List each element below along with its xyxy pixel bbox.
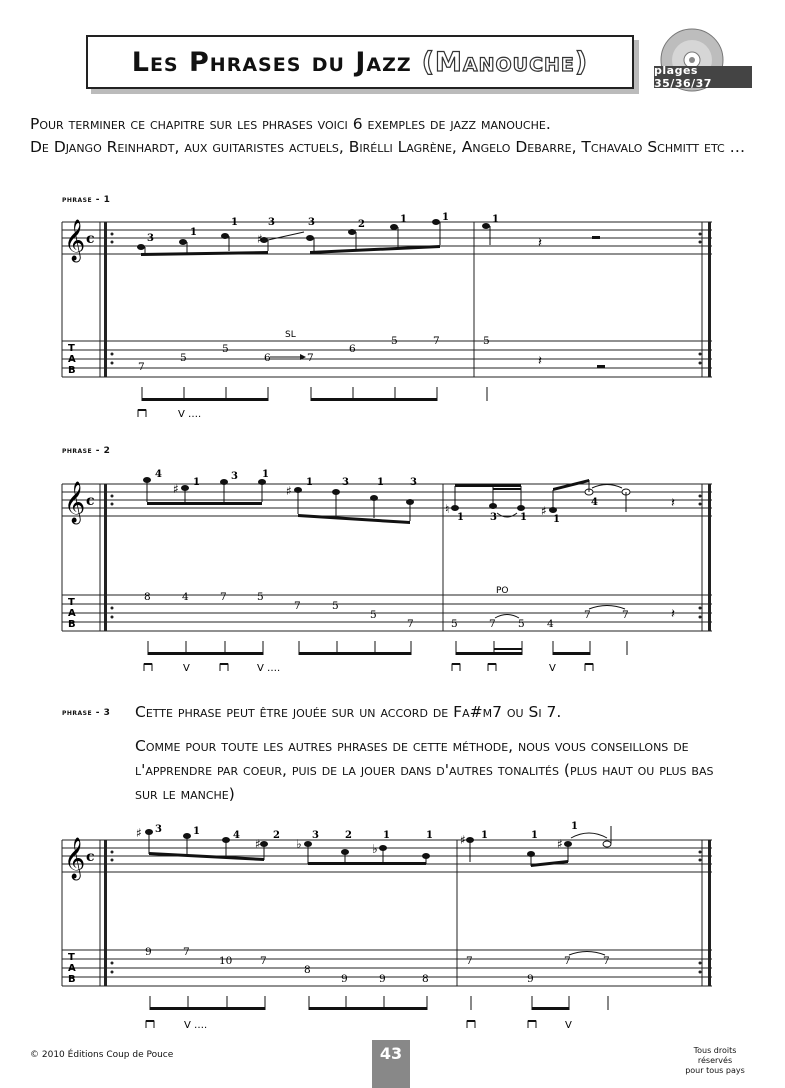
svg-text:♭: ♭ — [372, 842, 378, 856]
tab-num: 9 — [341, 973, 348, 985]
tab-num: 5 — [483, 335, 490, 347]
finger-6: 2 — [358, 219, 365, 230]
phrase-3-chord-note: Cette phrase peut être jouée sur un accord de Fa#m7 ou Si 7. — [135, 703, 562, 721]
finger: 1 — [426, 830, 433, 841]
svg-text:𝄽: 𝄽 — [538, 354, 542, 369]
tab-num: 7 — [622, 609, 629, 621]
tab-num: 7 — [564, 955, 571, 967]
tab-num: 7 — [260, 955, 267, 967]
svg-text:𝄽: 𝄽 — [671, 496, 675, 511]
tab-num: 7 — [433, 335, 440, 347]
svg-text:♮: ♮ — [445, 502, 450, 516]
svg-text:♯: ♯ — [255, 837, 261, 851]
intro-text — [30, 113, 770, 159]
tab-num: 5 — [222, 343, 229, 355]
finger: 1 — [377, 477, 384, 488]
plages-badge: plages 35/36/37 — [654, 66, 752, 88]
finger-9: 1 — [492, 214, 499, 225]
copyright: © 2010 Éditions Coup de Pouce — [30, 1050, 174, 1060]
svg-text:𝄽: 𝄽 — [671, 607, 675, 622]
tab-num: 7 — [407, 618, 414, 630]
svg-text:♯: ♯ — [173, 482, 179, 496]
tab-num: 5 — [257, 591, 264, 603]
phrase-3-label: phrase - 3 — [62, 708, 111, 718]
svg-text:c: c — [86, 231, 95, 247]
svg-text:A: A — [68, 608, 76, 619]
page-title: Les Phrases du Jazz — [131, 46, 412, 78]
svg-text:𝄞: 𝄞 — [64, 838, 86, 879]
finger-7: 1 — [400, 214, 407, 225]
intro-line-2: De Django Reinhardt, aux guitaristes actuels, Birélli Lagrène, Angelo Debarre, Tchavalo Schmitt etc … — [30, 138, 746, 156]
phrase-3-staff — [0, 818, 785, 1040]
svg-text:V: V — [183, 663, 190, 674]
rights-line-1: Tous droits réservés — [693, 1046, 737, 1065]
finger-8: 1 — [442, 212, 449, 223]
phrase-1-label: phrase - 1 — [62, 195, 111, 205]
title-box — [86, 35, 634, 89]
svg-text:A: A — [68, 354, 76, 365]
finger: 4 — [155, 469, 162, 480]
tab-num: 7 — [138, 361, 145, 373]
rhythm-note: V …. — [257, 663, 281, 674]
svg-text:♯: ♯ — [460, 833, 466, 847]
tab-num: 5 — [370, 609, 377, 621]
tab-num: 7 — [220, 591, 227, 603]
intro-line-1: Pour terminer ce chapitre sur les phrases voici 6 exemples de jazz manouche. — [30, 115, 551, 133]
finger: 1 — [193, 826, 200, 837]
rhythm-note: V …. — [178, 409, 202, 420]
svg-text:1: 1 — [520, 512, 527, 523]
tab-num: 7 — [603, 955, 610, 967]
slide-marker: SL — [285, 330, 296, 340]
svg-text:♯: ♯ — [257, 232, 263, 246]
finger-1: 3 — [147, 233, 154, 244]
tab-num: 7 — [584, 609, 591, 621]
svg-text:T: T — [68, 597, 75, 608]
svg-text:B: B — [68, 365, 76, 376]
finger: 1 — [383, 830, 390, 841]
finger: 3 — [312, 830, 319, 841]
page-number: 43 — [372, 1040, 410, 1088]
tab-num: 5 — [332, 600, 339, 612]
svg-text:B: B — [68, 974, 76, 985]
tab-num: 5 — [180, 352, 187, 364]
tab-num: 5 — [451, 618, 458, 630]
finger: 3 — [155, 824, 162, 835]
finger-4: 3 — [268, 217, 275, 228]
finger-5: 3 — [308, 217, 315, 228]
svg-text:1: 1 — [571, 821, 578, 832]
tab-num: 8 — [422, 973, 429, 985]
svg-text:1: 1 — [553, 514, 560, 525]
svg-text:T: T — [68, 952, 75, 963]
svg-text:B: B — [68, 619, 76, 630]
svg-text:1: 1 — [531, 830, 538, 841]
tab-num: 4 — [182, 591, 189, 603]
tab-num: 7 — [183, 946, 190, 958]
tab-num: 5 — [391, 335, 398, 347]
finger: 4 — [233, 830, 240, 841]
finger: 3 — [410, 477, 417, 488]
svg-text:V: V — [549, 663, 556, 674]
finger: 3 — [231, 471, 238, 482]
svg-text:𝄽: 𝄽 — [538, 236, 542, 251]
pull-off-marker: PO — [496, 586, 509, 596]
tab-num: 6 — [264, 352, 271, 364]
finger-2: 1 — [190, 227, 197, 238]
tab-num: 6 — [349, 343, 356, 355]
tab-num: 8 — [144, 591, 151, 603]
finger: 1 — [306, 477, 313, 488]
phrase-3-text — [135, 700, 735, 816]
treble-clef-icon: 𝄞 — [64, 220, 86, 261]
svg-text:♯: ♯ — [557, 837, 563, 851]
svg-text:♯: ♯ — [136, 826, 142, 840]
svg-text:♯: ♯ — [541, 504, 547, 518]
tab-num: 5 — [518, 618, 525, 630]
finger-3: 1 — [231, 217, 238, 228]
svg-text:c: c — [86, 493, 95, 509]
phrase-3-advice: Comme pour toute les autres phrases de cette méthode, nous vous conseillons de l'apprendre par coeur, puis de la jouer dans d'autres tonalités (plus haut ou plus bas sur le manche) — [135, 737, 714, 803]
finger: 3 — [342, 477, 349, 488]
finger: 2 — [345, 830, 352, 841]
finger: 1 — [457, 512, 464, 523]
svg-text:T: T — [68, 343, 75, 354]
tab-num: 9 — [379, 973, 386, 985]
tab-num: 7 — [294, 600, 301, 612]
phrase-2-label: phrase - 2 — [62, 446, 111, 456]
tab-num: 9 — [145, 946, 152, 958]
tab-num: 7 — [489, 618, 496, 630]
phrase-2-staff — [0, 455, 785, 675]
svg-text:♯: ♯ — [286, 484, 292, 498]
rights-line-2: pour tous pays — [685, 1066, 745, 1075]
tab-num: 10 — [219, 955, 233, 967]
finger: 2 — [273, 830, 280, 841]
finger: 1 — [481, 830, 488, 841]
finger: 1 — [262, 469, 269, 480]
svg-text:♭: ♭ — [296, 837, 302, 851]
svg-text:V: V — [565, 1020, 572, 1031]
svg-text:A: A — [68, 963, 76, 974]
page-subtitle: (Manouche) — [421, 46, 589, 78]
svg-text:𝄞: 𝄞 — [64, 482, 86, 523]
tab-num: 9 — [527, 973, 534, 985]
finger: 4 — [591, 497, 598, 508]
tab-num: 7 — [307, 352, 314, 364]
rights-notice — [680, 1046, 750, 1076]
rhythm-note: V …. — [184, 1020, 208, 1031]
finger: 1 — [193, 477, 200, 488]
svg-text:c: c — [86, 849, 95, 865]
tab-num: 8 — [304, 964, 311, 976]
svg-text:3: 3 — [490, 512, 497, 523]
tab-num: 7 — [466, 955, 473, 967]
phrase-1-staff — [0, 205, 785, 425]
tab-num: 4 — [547, 618, 554, 630]
